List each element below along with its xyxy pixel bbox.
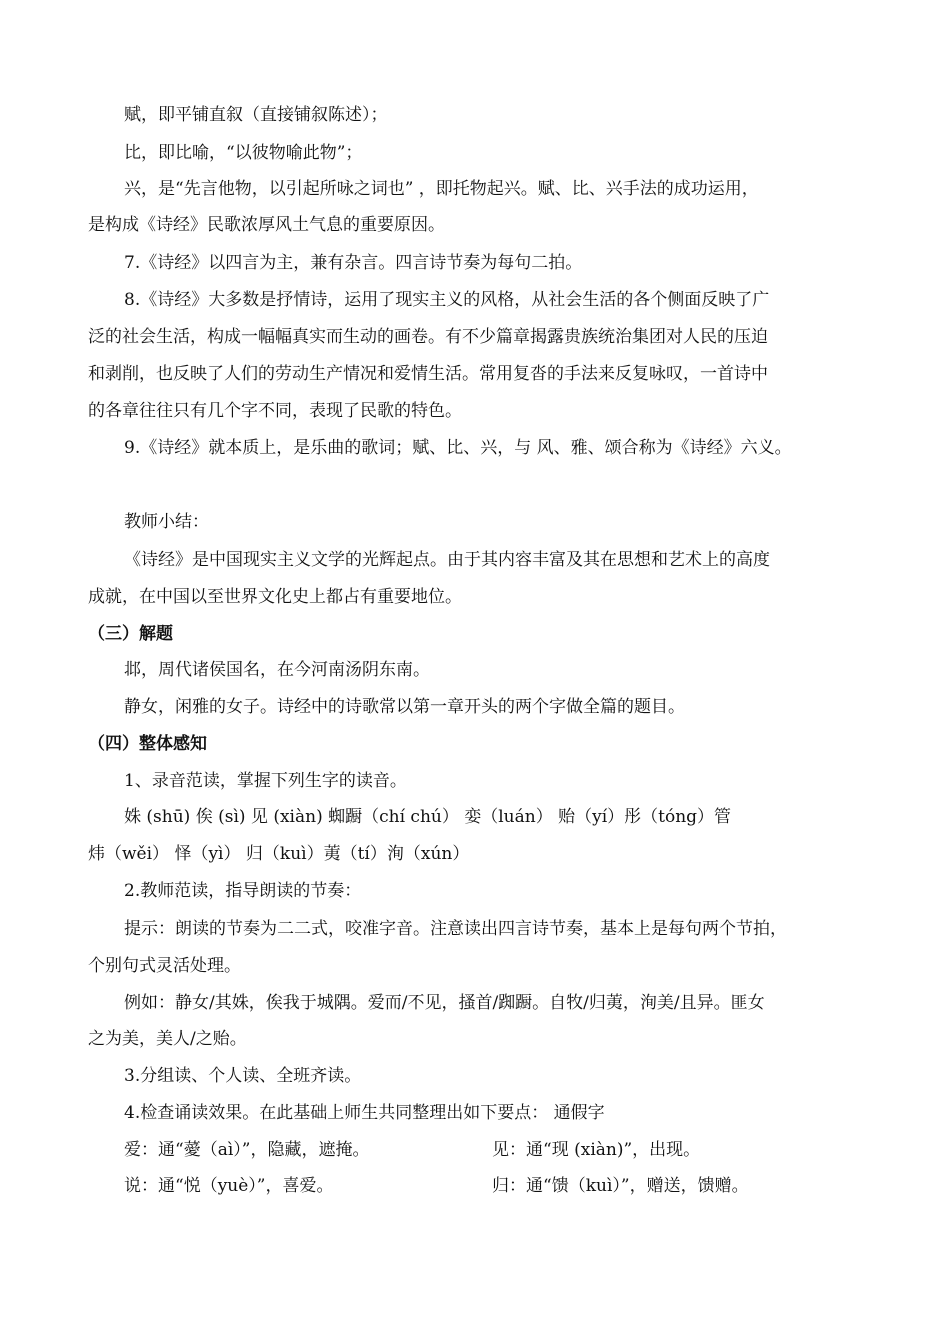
paragraph-line: 成就，在中国以至世界文化史上都占有重要地位。 bbox=[88, 587, 462, 607]
paragraph-line: 赋，即平铺直叙（直接铺叙陈述）； bbox=[124, 105, 388, 125]
paragraph-line: 提示：朗读的节奏为二二式，咬准字音。注意读出四言诗节奏，基本上是每句两个节拍， bbox=[124, 919, 787, 939]
paragraph-line: 之为美，美人/之贻。 bbox=[88, 1029, 247, 1049]
section-heading-jieti: （三）解题 bbox=[88, 624, 173, 644]
teacher-summary-label: 教师小结： bbox=[124, 512, 209, 532]
paragraph-line: 1、录音范读，掌握下列生字的读音。 bbox=[124, 771, 407, 791]
paragraph-line: 泛的社会生活，构成一幅幅真实而生动的画卷。有不少篇章揭露贵族统治集团对人民的压迫 bbox=[88, 327, 768, 347]
paragraph-line: 3.分组读、个人读、全班齐读。 bbox=[124, 1066, 362, 1086]
paragraph-line: 是构成《诗经》民歌浓厚风土气息的重要原因。 bbox=[88, 215, 445, 235]
pronunciation-line: 姝 (shū) 俟 (sì) 见 (xiàn) 蜘蹰（chí chú） 娈（luán） 贻（yí）彤（tóng）管 bbox=[124, 807, 732, 827]
paragraph-line: 2.教师范读，指导朗读的节奏： bbox=[124, 881, 362, 901]
pronunciation-line: 炜（wěi） 怿（yì） 归（kuì）荑（tí）洵（xún） bbox=[88, 844, 470, 864]
paragraph-line: 4.检查诵读效果。在此基础上师生共同整理出如下要点： 通假字 bbox=[124, 1103, 605, 1123]
tongjiazi-entry: 爱：通“薆（aì）”，隐藏，遮掩。 bbox=[124, 1140, 370, 1160]
paragraph-line: 9.《诗经》就本质上，是乐曲的歌词；赋、比、兴，与 风、雅、颂合称为《诗经》六义。 bbox=[124, 438, 792, 458]
section-heading-zhengti: （四）整体感知 bbox=[88, 734, 207, 754]
paragraph-line: 兴，是“先言他物，以引起所咏之词也” ，即托物起兴。赋、比、兴手法的成功运用， bbox=[124, 179, 759, 199]
paragraph-line: 的各章往往只有几个字不同，表现了民歌的特色。 bbox=[88, 401, 462, 421]
tongjiazi-entry: 归：通“馈（kuì）”，赠送，馈赠。 bbox=[492, 1176, 749, 1196]
paragraph-line: 7.《诗经》以四言为主，兼有杂言。四言诗节奏为每句二拍。 bbox=[124, 253, 583, 273]
paragraph-line: 邶，周代诸侯国名，在今河南汤阴东南。 bbox=[124, 660, 430, 680]
paragraph-line: 和剥削，也反映了人们的劳动生产情况和爱情生活。常用复沓的手法来反复咏叹，一首诗中 bbox=[88, 364, 768, 384]
paragraph-line: 例如：静女/其姝，俟我于城隅。爱而/不见，搔首/踟蹰。自牧/归荑，洵美/且异。匪女 bbox=[124, 993, 765, 1013]
tongjiazi-entry: 说：通“悦（yuè）”，喜爱。 bbox=[124, 1176, 334, 1196]
paragraph-line: 8.《诗经》大多数是抒情诗，运用了现实主义的风格，从社会生活的各个侧面反映了广 bbox=[124, 290, 770, 310]
paragraph-line: 比，即比喻，“以彼物喻此物”； bbox=[124, 143, 363, 163]
tongjiazi-entry: 见：通“现 (xiàn)”，出现。 bbox=[492, 1140, 701, 1160]
paragraph-line: 个别句式灵活处理。 bbox=[88, 956, 241, 976]
paragraph-line: 静女，闲雅的女子。诗经中的诗歌常以第一章开头的两个字做全篇的题目。 bbox=[124, 697, 685, 717]
paragraph-line: 《诗经》是中国现实主义文学的光辉起点。由于其内容丰富及其在思想和艺术上的高度 bbox=[124, 550, 770, 570]
